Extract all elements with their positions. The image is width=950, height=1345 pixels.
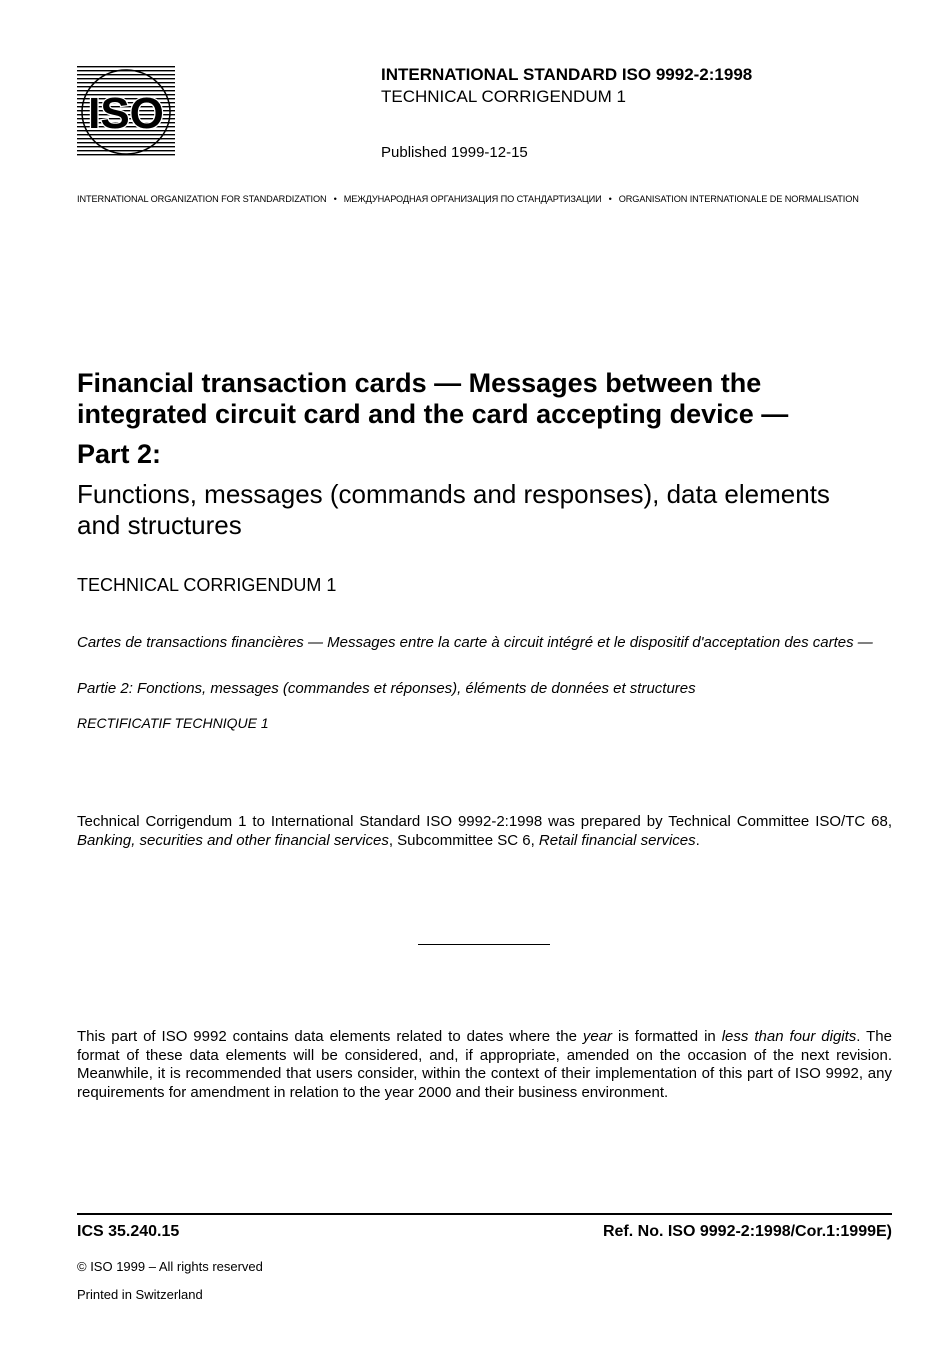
standard-number: INTERNATIONAL STANDARD ISO 9992-2:1998 [381,65,753,84]
title-line-1: Financial transaction cards — Messages between the [77,368,762,398]
org-name-ru: МЕЖДУНАРОДНАЯ ОРГАНИЗАЦИЯ ПО СТАНДАРТИЗАЦИИ [343,194,602,204]
part-subtitle: Functions, messages (commands and responses), data elements and structures [77,479,830,540]
text-run: , Subcommittee SC 6, [388,831,539,849]
text-run: . [695,831,700,849]
org-name-fr: ORGANISATION INTERNATIONALE DE NORMALISATION [618,194,859,204]
separator-rule [418,944,550,945]
org-separator: • [608,194,612,204]
french-corrigendum: RECTIFICATIF TECHNIQUE 1 [77,715,269,731]
preparation-paragraph [77,813,892,850]
text-run: . The format of these data elements will be considered, and, if appropriate, amended on the occasion of the next revision. Meanwhile, it is recommended that users consider, within the context of their implementation of this part of ISO 9992, any requirements for amendment in relation to the year 2000 and their business environment. [77,1028,892,1101]
subcommittee-name: Retail financial services [538,831,696,849]
reference-number: Ref. No. ISO 9992-2:1998/Cor.1:1999E) [602,1223,892,1240]
organization-names [77,193,892,205]
document-title [77,368,897,430]
org-separator: • [333,194,337,204]
iso-logo-icon [77,66,175,158]
french-title: Cartes de transactions financières — Messages entre la carte à circuit intégré et le dispositif d'acceptation des cartes — [77,634,873,651]
copyright-notice: © ISO 1999 – All rights reserved [77,1259,263,1274]
text-run: This part of ISO 9992 contains data elements related to dates where the [77,1028,583,1045]
printed-location: Printed in Switzerland [77,1287,203,1302]
corrigendum-label: TECHNICAL CORRIGENDUM 1 [381,87,626,106]
published-date: Published 1999-12-15 [381,144,528,161]
org-name-en: INTERNATIONAL ORGANIZATION FOR STANDARDIZATION [77,194,327,204]
part-heading: Part 2: [77,439,162,469]
title-corrigendum: TECHNICAL CORRIGENDUM 1 [77,575,337,595]
ics-code: ICS 35.240.15 [77,1223,180,1240]
text-run: is formatted in [612,1028,722,1045]
year-2000-notice [77,1028,892,1102]
title-line-2: integrated circuit card and the card accepting device — [77,399,789,429]
text-run: Technical Corrigendum 1 to International Standard ISO 9992-2:1998 was prepared by Technical Committee ISO/TC 68, [77,813,892,830]
emphasis-digits: less than four digits [721,1028,857,1045]
committee-name: Banking, securities and other financial services [77,831,389,849]
french-part: Partie 2: Fonctions, messages (commandes et réponses), éléments de données et structures [77,680,696,697]
logo-text: ISO [88,89,164,138]
footer-rule [77,1213,892,1215]
emphasis-year: year [582,1028,613,1045]
